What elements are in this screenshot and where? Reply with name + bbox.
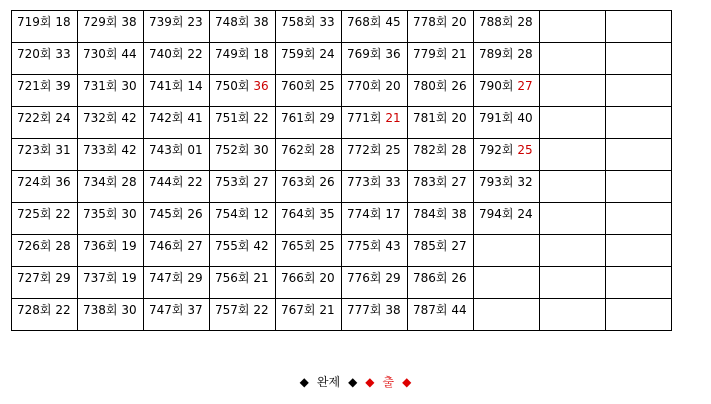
grid-cell (12, 171, 78, 203)
grid-cell (606, 75, 672, 107)
grid-cell (12, 107, 78, 139)
grid-cell (342, 107, 408, 139)
grid-cell (78, 235, 144, 267)
round-label: 737회 (83, 271, 118, 285)
grid-cell (78, 107, 144, 139)
grid-cell (540, 171, 606, 203)
grid-cell (606, 107, 672, 139)
red-diamond-icon: ◆ (402, 375, 412, 389)
grid-cell (540, 299, 606, 331)
grid-cell (606, 139, 672, 171)
round-value: 28 (451, 143, 467, 157)
round-label: 793회 (479, 175, 514, 189)
round-value: 26 (319, 175, 335, 189)
round-value: 20 (451, 111, 467, 125)
round-value: 39 (55, 79, 71, 93)
round-value: 20 (385, 79, 401, 93)
grid-row (12, 203, 672, 235)
round-value: 41 (187, 111, 203, 125)
grid-cell (540, 235, 606, 267)
round-value: 27 (451, 239, 467, 253)
round-label: 747회 (149, 303, 184, 317)
grid-cell (276, 139, 342, 171)
round-value: 36 (385, 47, 401, 61)
round-label: 760회 (281, 79, 316, 93)
grid-row (12, 139, 672, 171)
round-label: 775회 (347, 239, 382, 253)
grid-cell (474, 203, 540, 235)
round-label: 746회 (149, 239, 184, 253)
grid-cell (144, 43, 210, 75)
grid-cell (540, 11, 606, 43)
round-value: 21 (451, 47, 467, 61)
round-label: 747회 (149, 271, 184, 285)
grid-cell (210, 235, 276, 267)
round-label: 720회 (17, 47, 52, 61)
grid-cell (540, 75, 606, 107)
number-grid (11, 10, 672, 331)
round-value: 29 (385, 271, 401, 285)
round-value: 25 (319, 79, 335, 93)
round-label: 784회 (413, 207, 448, 221)
round-value: 28 (319, 143, 335, 157)
round-value: 27 (451, 175, 467, 189)
round-label: 724회 (17, 175, 52, 189)
legend-text: 출 (382, 375, 395, 389)
round-value: 18 (55, 15, 71, 29)
round-label: 763회 (281, 175, 316, 189)
grid-cell (606, 267, 672, 299)
round-label: 781회 (413, 111, 448, 125)
round-value: 33 (319, 15, 335, 29)
round-label: 759회 (281, 47, 316, 61)
round-value: 38 (121, 15, 137, 29)
grid-cell (606, 171, 672, 203)
round-value: 22 (253, 111, 269, 125)
grid-cell (606, 235, 672, 267)
round-value: 30 (253, 143, 269, 157)
round-value: 27 (253, 175, 269, 189)
grid-cell (342, 43, 408, 75)
grid-row (12, 107, 672, 139)
round-label: 744회 (149, 175, 184, 189)
grid-cell (540, 43, 606, 75)
round-label: 786회 (413, 271, 448, 285)
round-value: 37 (187, 303, 203, 317)
round-label: 767회 (281, 303, 316, 317)
grid-cell (12, 299, 78, 331)
round-label: 729회 (83, 15, 118, 29)
grid-cell (540, 107, 606, 139)
round-value: 31 (55, 143, 71, 157)
round-label: 730회 (83, 47, 118, 61)
round-value: 28 (55, 239, 71, 253)
round-label: 774회 (347, 207, 382, 221)
black-diamond-icon: ◆ (299, 375, 309, 389)
round-label: 740회 (149, 47, 184, 61)
grid-cell (78, 171, 144, 203)
grid-cell (342, 235, 408, 267)
round-value: 27 (517, 79, 533, 93)
grid-row (12, 235, 672, 267)
round-value: 30 (121, 207, 137, 221)
round-label: 751회 (215, 111, 250, 125)
grid-cell (78, 11, 144, 43)
round-value: 12 (253, 207, 269, 221)
round-value: 29 (319, 111, 335, 125)
grid-cell (78, 43, 144, 75)
round-value: 22 (187, 47, 203, 61)
round-label: 721회 (17, 79, 52, 93)
round-label: 739회 (149, 15, 184, 29)
round-label: 750회 (215, 79, 250, 93)
round-value: 28 (121, 175, 137, 189)
grid-cell (474, 299, 540, 331)
round-value: 19 (121, 271, 137, 285)
grid-cell (540, 267, 606, 299)
grid-row (12, 11, 672, 43)
round-label: 752회 (215, 143, 250, 157)
grid-cell (144, 75, 210, 107)
round-label: 761회 (281, 111, 316, 125)
round-value: 21 (253, 271, 269, 285)
grid-cell (474, 267, 540, 299)
round-label: 777회 (347, 303, 382, 317)
grid-cell (12, 267, 78, 299)
round-label: 756회 (215, 271, 250, 285)
grid-cell (210, 107, 276, 139)
round-value: 21 (319, 303, 335, 317)
grid-cell (276, 171, 342, 203)
round-value: 36 (253, 79, 269, 93)
round-value: 40 (517, 111, 533, 125)
grid-row (12, 75, 672, 107)
grid-cell (342, 267, 408, 299)
round-value: 44 (451, 303, 467, 317)
grid-cell (342, 171, 408, 203)
round-label: 776회 (347, 271, 382, 285)
round-value: 28 (517, 15, 533, 29)
grid-cell (474, 171, 540, 203)
round-value: 38 (385, 303, 401, 317)
grid-cell (12, 203, 78, 235)
round-value: 01 (187, 143, 203, 157)
round-value: 30 (121, 303, 137, 317)
round-label: 723회 (17, 143, 52, 157)
round-label: 722회 (17, 111, 52, 125)
round-value: 22 (187, 175, 203, 189)
round-label: 768회 (347, 15, 382, 29)
round-value: 19 (121, 239, 137, 253)
grid-cell (606, 11, 672, 43)
round-label: 789회 (479, 47, 514, 61)
grid-cell (474, 11, 540, 43)
round-value: 38 (253, 15, 269, 29)
round-label: 741회 (149, 79, 184, 93)
legend-footer (0, 374, 711, 390)
round-value: 38 (451, 207, 467, 221)
round-value: 22 (253, 303, 269, 317)
round-label: 780회 (413, 79, 448, 93)
round-label: 785회 (413, 239, 448, 253)
round-label: 731회 (83, 79, 118, 93)
round-label: 766회 (281, 271, 316, 285)
grid-cell (474, 107, 540, 139)
grid-cell (144, 267, 210, 299)
grid-cell (210, 267, 276, 299)
round-value: 29 (55, 271, 71, 285)
round-value: 17 (385, 207, 401, 221)
round-label: 770회 (347, 79, 382, 93)
grid-cell (276, 299, 342, 331)
round-value: 36 (55, 175, 71, 189)
round-value: 45 (385, 15, 401, 29)
round-label: 732회 (83, 111, 118, 125)
round-label: 757회 (215, 303, 250, 317)
round-label: 782회 (413, 143, 448, 157)
grid-cell (210, 171, 276, 203)
round-value: 25 (517, 143, 533, 157)
legend-text: 완제 (316, 375, 341, 389)
round-value: 22 (55, 303, 71, 317)
grid-cell (276, 235, 342, 267)
grid-cell (12, 235, 78, 267)
round-label: 755회 (215, 239, 250, 253)
round-label: 745회 (149, 207, 184, 221)
round-label: 794회 (479, 207, 514, 221)
grid-cell (144, 11, 210, 43)
round-label: 771회 (347, 111, 382, 125)
round-value: 42 (253, 239, 269, 253)
round-label: 792회 (479, 143, 514, 157)
grid-cell (408, 171, 474, 203)
round-label: 735회 (83, 207, 118, 221)
round-value: 14 (187, 79, 203, 93)
round-label: 791회 (479, 111, 514, 125)
grid-cell (540, 203, 606, 235)
round-label: 726회 (17, 239, 52, 253)
round-value: 33 (385, 175, 401, 189)
round-value: 26 (451, 79, 467, 93)
grid-cell (276, 267, 342, 299)
grid-row (12, 171, 672, 203)
grid-cell (474, 43, 540, 75)
grid-cell (276, 203, 342, 235)
round-label: 749회 (215, 47, 250, 61)
grid-cell (276, 107, 342, 139)
grid-cell (144, 171, 210, 203)
grid-cell (144, 235, 210, 267)
round-value: 35 (319, 207, 335, 221)
round-label: 736회 (83, 239, 118, 253)
round-label: 734회 (83, 175, 118, 189)
grid-cell (606, 43, 672, 75)
grid-cell (408, 203, 474, 235)
grid-cell (210, 299, 276, 331)
grid-cell (276, 43, 342, 75)
grid-cell (408, 299, 474, 331)
grid-cell (78, 139, 144, 171)
grid-cell (408, 139, 474, 171)
round-value: 27 (187, 239, 203, 253)
grid-cell (210, 139, 276, 171)
round-value: 24 (517, 207, 533, 221)
round-value: 20 (319, 271, 335, 285)
round-value: 26 (187, 207, 203, 221)
grid-cell (474, 139, 540, 171)
round-label: 779회 (413, 47, 448, 61)
grid-cell (342, 11, 408, 43)
grid-cell (210, 43, 276, 75)
grid-cell (12, 11, 78, 43)
grid-cell (606, 203, 672, 235)
grid-cell (78, 75, 144, 107)
grid-cell (342, 203, 408, 235)
round-value: 42 (121, 111, 137, 125)
round-label: 743회 (149, 143, 184, 157)
round-value: 22 (55, 207, 71, 221)
grid-cell (342, 75, 408, 107)
round-value: 21 (385, 111, 401, 125)
grid-row (12, 43, 672, 75)
grid-cell (408, 75, 474, 107)
round-value: 28 (517, 47, 533, 61)
round-label: 725회 (17, 207, 52, 221)
round-value: 24 (319, 47, 335, 61)
red-diamond-icon: ◆ (365, 375, 375, 389)
round-value: 25 (319, 239, 335, 253)
grid-cell (408, 267, 474, 299)
grid-cell (474, 235, 540, 267)
round-label: 733회 (83, 143, 118, 157)
grid-cell (210, 75, 276, 107)
grid-cell (78, 299, 144, 331)
round-value: 29 (187, 271, 203, 285)
round-value: 20 (451, 15, 467, 29)
round-label: 764회 (281, 207, 316, 221)
round-label: 748회 (215, 15, 250, 29)
round-label: 772회 (347, 143, 382, 157)
round-value: 26 (451, 271, 467, 285)
round-label: 762회 (281, 143, 316, 157)
grid-cell (408, 43, 474, 75)
grid-cell (276, 75, 342, 107)
grid-cell (144, 107, 210, 139)
grid-cell (408, 11, 474, 43)
round-label: 728회 (17, 303, 52, 317)
round-label: 719회 (17, 15, 52, 29)
round-value: 44 (121, 47, 137, 61)
grid-cell (144, 203, 210, 235)
round-label: 753회 (215, 175, 250, 189)
round-value: 24 (55, 111, 71, 125)
round-label: 778회 (413, 15, 448, 29)
round-value: 32 (517, 175, 533, 189)
grid-cell (78, 203, 144, 235)
round-label: 783회 (413, 175, 448, 189)
round-label: 769회 (347, 47, 382, 61)
grid-cell (78, 267, 144, 299)
round-value: 30 (121, 79, 137, 93)
grid-cell (144, 299, 210, 331)
round-value: 33 (55, 47, 71, 61)
round-label: 742회 (149, 111, 184, 125)
round-label: 787회 (413, 303, 448, 317)
grid-cell (276, 11, 342, 43)
grid-cell (210, 11, 276, 43)
round-value: 42 (121, 143, 137, 157)
grid-cell (540, 139, 606, 171)
round-label: 727회 (17, 271, 52, 285)
grid-cell (342, 299, 408, 331)
grid-cell (606, 299, 672, 331)
round-value: 18 (253, 47, 269, 61)
round-label: 738회 (83, 303, 118, 317)
grid-cell (408, 235, 474, 267)
round-value: 23 (187, 15, 203, 29)
grid-cell (342, 139, 408, 171)
round-label: 790회 (479, 79, 514, 93)
round-label: 773회 (347, 175, 382, 189)
grid-cell (12, 43, 78, 75)
grid-cell (144, 139, 210, 171)
round-value: 43 (385, 239, 401, 253)
round-label: 788회 (479, 15, 514, 29)
round-label: 765회 (281, 239, 316, 253)
grid-row (12, 299, 672, 331)
round-label: 758회 (281, 15, 316, 29)
round-value: 25 (385, 143, 401, 157)
grid-row (12, 267, 672, 299)
black-diamond-icon: ◆ (348, 375, 358, 389)
grid-cell (474, 75, 540, 107)
grid-cell (12, 139, 78, 171)
grid-cell (408, 107, 474, 139)
grid-cell (12, 75, 78, 107)
round-label: 754회 (215, 207, 250, 221)
grid-cell (210, 203, 276, 235)
